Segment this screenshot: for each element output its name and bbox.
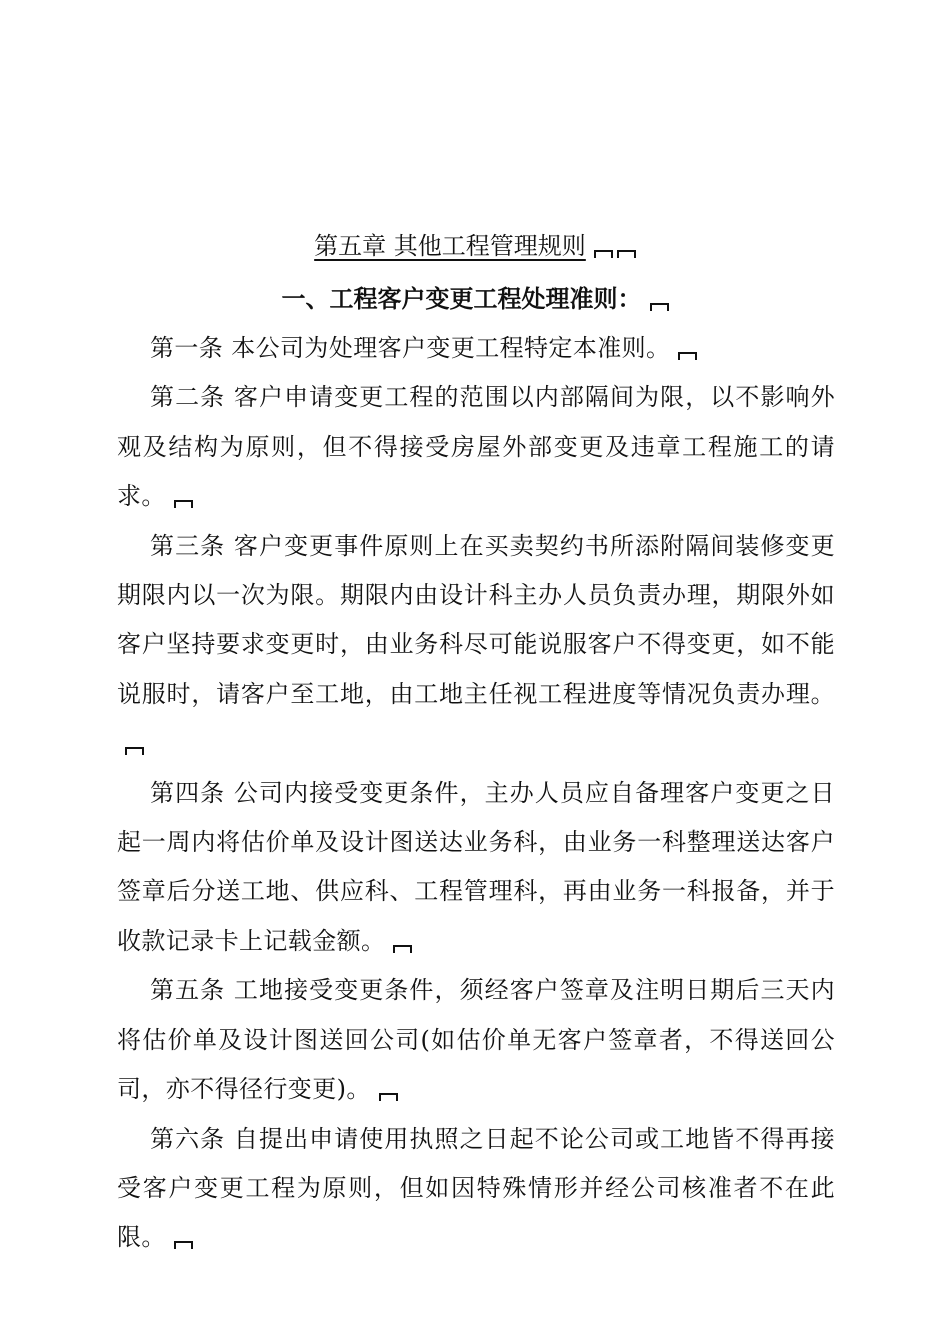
chapter-title-text: 第五章 其他工程管理规则 [314, 232, 586, 260]
article-1 [117, 324, 835, 373]
paragraph-mark-icon [594, 250, 613, 258]
article-3 [117, 522, 835, 769]
paragraph-mark-icon [174, 1241, 193, 1249]
article-label: 第三条 [150, 531, 226, 560]
article-label: 第六条 [150, 1124, 226, 1153]
article-list [117, 324, 835, 1263]
article-text: 公司内接受变更条件，主办人员应自备理客户变更之日起一周内将估价单及设计图送达业务科，由业务一科整理送达客户签章后分送工地、供应科、工程管理科，再由业务一科报备，并于收款记录卡上记载金额。 [117, 778, 835, 955]
article-2 [117, 373, 835, 521]
paragraph-mark-icon [125, 747, 144, 755]
article-text: 工地接受变更条件，须经客户签章及注明日期后三天内将估价单及设计图送回公司(如估价单无客户签章者，不得送回公司，亦不得径行变更)。 [117, 976, 835, 1104]
article-6 [117, 1115, 835, 1263]
article-label: 第五条 [150, 976, 226, 1005]
paragraph-mark-icon [393, 945, 412, 953]
chapter-title [0, 226, 950, 266]
section-title [0, 279, 950, 319]
article-text: 客户变更事件原则上在买卖契约书所添附隔间装修变更期限内以一次为限。期限内由设计科主办人员负责办理，期限外如客户坚持要求变更时，由业务科尽可能说服客户不得变更，如不能说服时，请客户至工地，由工地主任视工程进度等情况负责办理。 [117, 531, 835, 708]
article-label: 第二条 [150, 383, 226, 412]
section-title-text: 一、工程客户变更工程处理准则： [281, 285, 642, 313]
article-5 [117, 966, 835, 1114]
article-text: 客户申请变更工程的范围以内部隔间为限，以不影响外观及结构为原则，但不得接受房屋外部变更及违章工程施工的请求。 [117, 383, 835, 511]
paragraph-mark-icon [650, 303, 669, 311]
article-text: 本公司为处理客户变更工程特定本准则。 [231, 334, 671, 362]
paragraph-mark-icon [678, 352, 697, 360]
article-4 [117, 769, 835, 967]
paragraph-mark-icon [174, 500, 193, 508]
paragraph-mark-icon [617, 250, 636, 258]
article-text: 自提出申请使用执照之日起不论公司或工地皆不得再接受客户变更工程为原则，但如因特殊情形并经公司核准者不在此限。 [117, 1124, 835, 1252]
article-label: 第四条 [150, 778, 226, 807]
paragraph-mark-icon [379, 1093, 398, 1101]
article-label: 第一条 [150, 334, 224, 362]
